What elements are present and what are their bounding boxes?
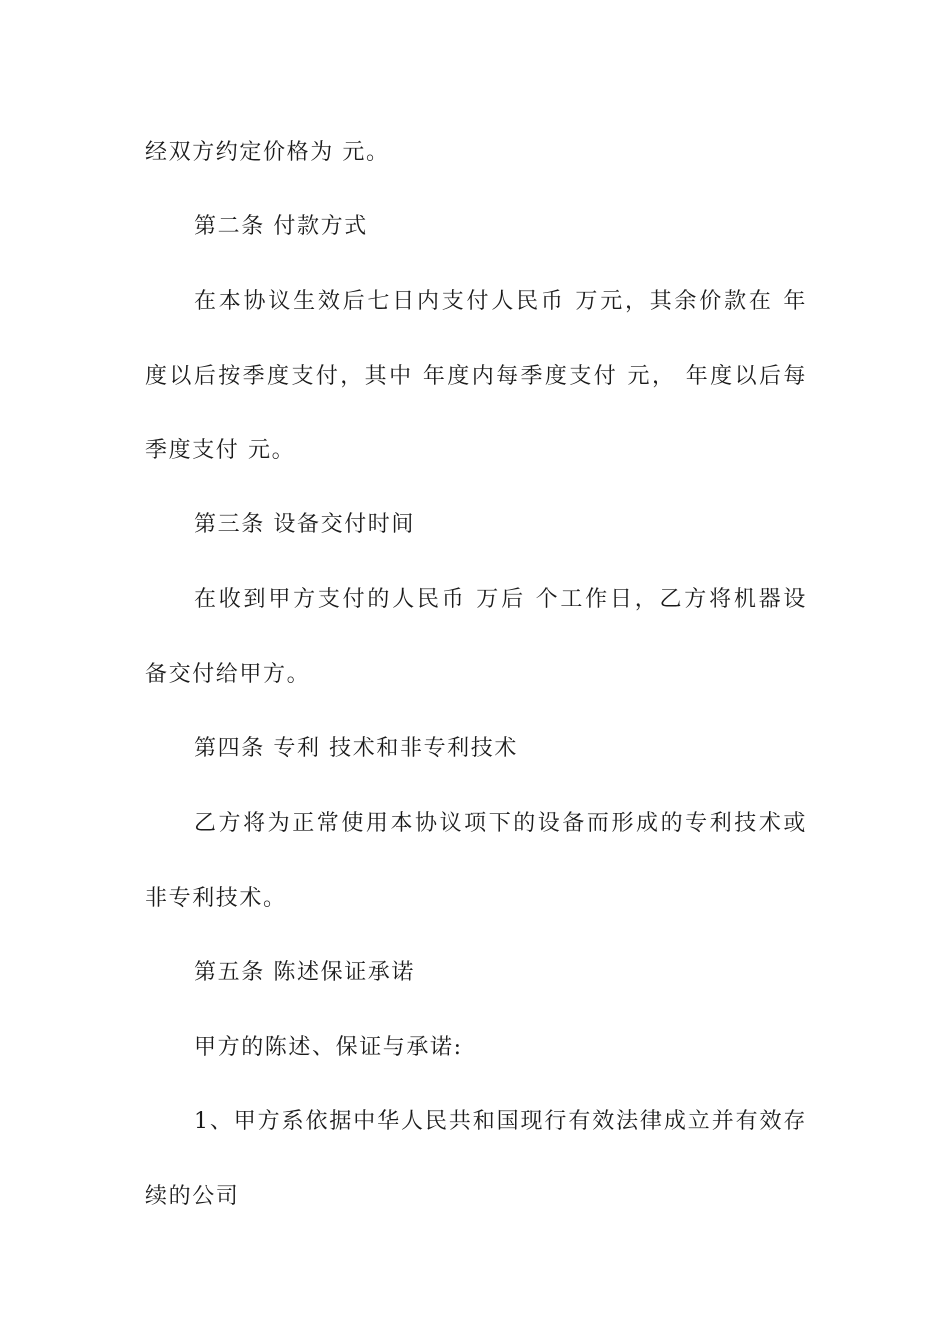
article-heading: 第三条 设备交付时间 xyxy=(194,512,415,537)
paragraph-line: 在本协议生效后七日内支付人民币 万元，其余价款在 年 xyxy=(194,289,807,314)
paragraph-line: 经双方约定价格为 元。 xyxy=(145,140,390,165)
paragraph-line: 甲方的陈述、保证与承诺: xyxy=(194,1035,463,1060)
paragraph-line: 季度支付 元。 xyxy=(145,438,296,463)
article-heading: 第五条 陈述保证承诺 xyxy=(194,960,415,985)
article-heading: 第四条 专利 技术和非专利技术 xyxy=(194,736,518,761)
paragraph-line: 非专利技术。 xyxy=(145,886,287,911)
paragraph-line: 在收到甲方支付的人民币 万后 个工作日，乙方将机器设 xyxy=(194,587,807,612)
paragraph-line: 乙方将为正常使用本协议项下的设备而形成的专利技术或 xyxy=(194,811,807,836)
paragraph-line: 备交付给甲方。 xyxy=(145,662,311,687)
paragraph-line: 续的公司 xyxy=(145,1184,240,1209)
paragraph-line: 度以后按季度支付，其中 年度内每季度支付 元， 年度以后每 xyxy=(145,364,807,389)
paragraph-line: 1、甲方系依据中华人民共和国现行有效法律成立并有效存 xyxy=(194,1109,807,1134)
article-heading: 第二条 付款方式 xyxy=(194,214,368,239)
